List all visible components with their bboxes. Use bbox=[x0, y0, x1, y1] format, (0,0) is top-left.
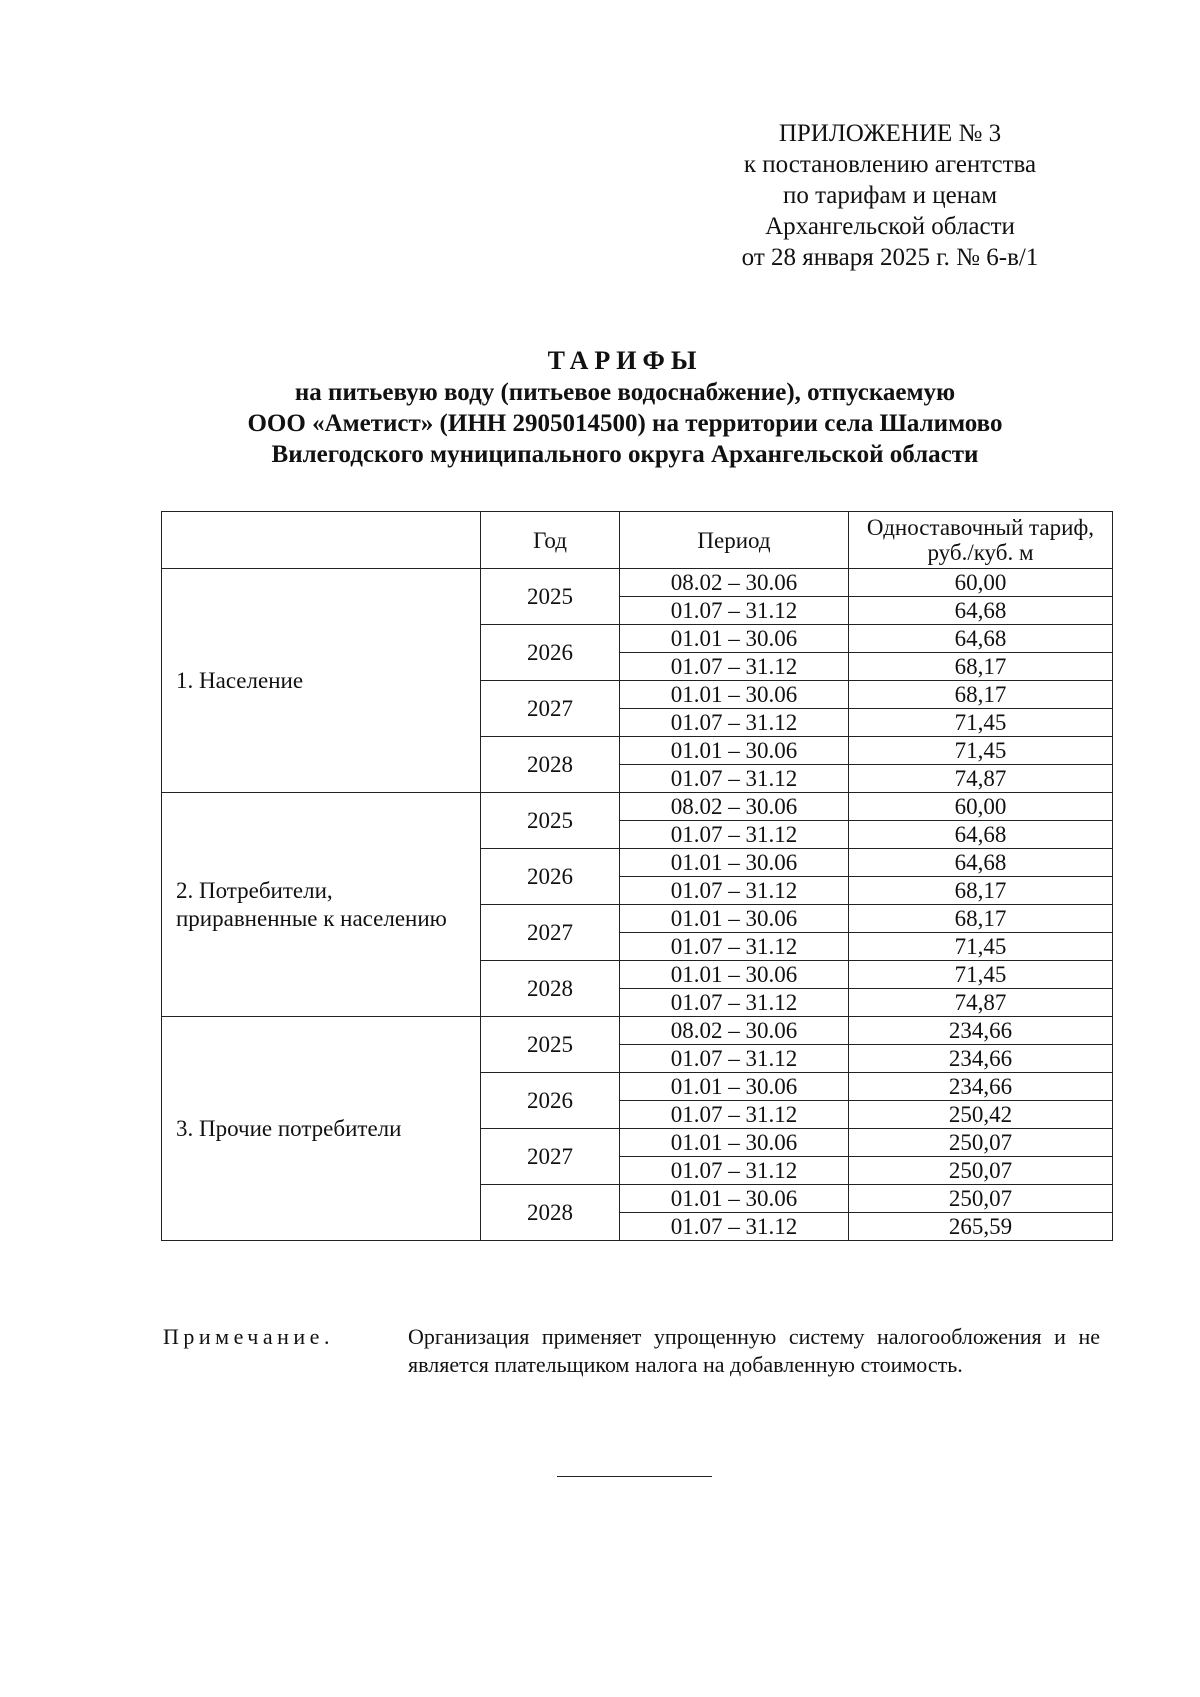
heading-line: Вилегодского муниципального округа Архангельской области bbox=[271, 441, 979, 468]
tariff-cell: 71,45 bbox=[849, 933, 1113, 961]
table-row bbox=[162, 793, 1113, 821]
year-cell: 2028 bbox=[481, 737, 620, 793]
period-cell: 01.07 – 31.12 bbox=[620, 1157, 849, 1185]
period-cell: 01.07 – 31.12 bbox=[620, 1101, 849, 1129]
consumer-group-label: 1. Население bbox=[176, 667, 304, 693]
heading-line: ООО «Аметист» (ИНН 2905014500) на территории села Шалимово bbox=[247, 410, 1003, 437]
year-cell: 2026 bbox=[481, 849, 620, 905]
tariff-cell: 250,07 bbox=[849, 1185, 1113, 1213]
tariff-cell: 64,68 bbox=[849, 625, 1113, 653]
tariff-table bbox=[161, 511, 1113, 1241]
tariff-cell: 250,07 bbox=[849, 1129, 1113, 1157]
period-cell: 01.07 – 31.12 bbox=[620, 989, 849, 1017]
period-cell: 01.07 – 31.12 bbox=[620, 1213, 849, 1241]
appendix-line: к постановлению агентства bbox=[743, 151, 1037, 178]
tariff-cell: 250,42 bbox=[849, 1101, 1113, 1129]
closing-divider bbox=[557, 1476, 712, 1477]
table-row bbox=[162, 569, 1113, 597]
period-cell: 01.07 – 31.12 bbox=[620, 933, 849, 961]
year-cell: 2025 bbox=[481, 1017, 620, 1073]
period-cell: 01.01 – 30.06 bbox=[620, 625, 849, 653]
tariff-cell: 71,45 bbox=[849, 709, 1113, 737]
year-cell: 2026 bbox=[481, 1073, 620, 1129]
period-cell: 01.07 – 31.12 bbox=[620, 877, 849, 905]
header-year: Год bbox=[481, 512, 620, 569]
document-heading bbox=[150, 345, 1100, 470]
tariff-cell: 71,45 bbox=[849, 961, 1113, 989]
consumer-group-label: 2. Потребители, bbox=[176, 877, 333, 903]
appendix-line: Архангельской области bbox=[765, 213, 1015, 240]
tariff-cell: 68,17 bbox=[849, 905, 1113, 933]
year-cell: 2027 bbox=[481, 1129, 620, 1185]
period-cell: 01.01 – 30.06 bbox=[620, 1129, 849, 1157]
table-header-row bbox=[162, 512, 1113, 569]
period-cell: 01.01 – 30.06 bbox=[620, 961, 849, 989]
tariff-cell: 64,68 bbox=[849, 849, 1113, 877]
header-tariff-line: Одноставочный тариф, bbox=[866, 515, 1095, 540]
tariff-cell: 234,66 bbox=[849, 1045, 1113, 1073]
period-cell: 01.07 – 31.12 bbox=[620, 597, 849, 625]
tariff-cell: 265,59 bbox=[849, 1213, 1113, 1241]
tariff-cell: 74,87 bbox=[849, 989, 1113, 1017]
appendix-number: ПРИЛОЖЕНИЕ № 3 bbox=[778, 120, 1002, 147]
period-cell: 01.07 – 31.12 bbox=[620, 1045, 849, 1073]
tariff-table-body bbox=[162, 569, 1113, 1241]
period-cell: 01.01 – 30.06 bbox=[620, 681, 849, 709]
year-cell: 2027 bbox=[481, 905, 620, 961]
tariff-cell: 68,17 bbox=[849, 877, 1113, 905]
tariff-cell: 74,87 bbox=[849, 765, 1113, 793]
period-cell: 01.07 – 31.12 bbox=[620, 653, 849, 681]
tariff-cell: 68,17 bbox=[849, 653, 1113, 681]
period-cell: 01.07 – 31.12 bbox=[620, 821, 849, 849]
appendix-block bbox=[680, 118, 1100, 273]
year-cell: 2025 bbox=[481, 793, 620, 849]
period-cell: 08.02 – 30.06 bbox=[620, 569, 849, 597]
header-period: Период bbox=[620, 512, 849, 569]
period-cell: 01.01 – 30.06 bbox=[620, 737, 849, 765]
tariff-cell: 64,68 bbox=[849, 821, 1113, 849]
heading-line: на питьевую воду (питьевое водоснабжение), отпускаемую bbox=[294, 379, 956, 406]
period-cell: 08.02 – 30.06 bbox=[620, 1017, 849, 1045]
tariff-cell: 60,00 bbox=[849, 569, 1113, 597]
document-title: ТАРИФЫ bbox=[547, 346, 703, 375]
table-row bbox=[162, 1017, 1113, 1045]
consumer-group-cell bbox=[162, 793, 481, 1017]
consumer-group-label: приравненные к населению bbox=[176, 905, 447, 931]
period-cell: 01.01 – 30.06 bbox=[620, 1185, 849, 1213]
appendix-date-number: от 28 января 2025 г. № 6-в/1 bbox=[741, 244, 1039, 271]
tariff-cell: 71,45 bbox=[849, 737, 1113, 765]
header-tariff-unit: руб./куб. м bbox=[927, 540, 1034, 565]
period-cell: 01.01 – 30.06 bbox=[620, 1073, 849, 1101]
year-cell: 2027 bbox=[481, 681, 620, 737]
year-cell: 2028 bbox=[481, 961, 620, 1017]
year-cell: 2025 bbox=[481, 569, 620, 625]
note-text: Организация применяет упрощенную систему налогообложения и не является плательщиком налога на добавленную стоимость. bbox=[408, 1324, 1100, 1377]
period-cell: 01.07 – 31.12 bbox=[620, 709, 849, 737]
tariff-cell: 234,66 bbox=[849, 1073, 1113, 1101]
tariff-cell: 60,00 bbox=[849, 793, 1113, 821]
tariff-cell: 234,66 bbox=[849, 1017, 1113, 1045]
note-label: Примечание. bbox=[163, 1324, 334, 1349]
consumer-group-cell bbox=[162, 1017, 481, 1241]
period-cell: 08.02 – 30.06 bbox=[620, 793, 849, 821]
period-cell: 01.07 – 31.12 bbox=[620, 765, 849, 793]
tariff-cell: 250,07 bbox=[849, 1157, 1113, 1185]
tariff-cell: 68,17 bbox=[849, 681, 1113, 709]
year-cell: 2026 bbox=[481, 625, 620, 681]
appendix-line: по тарифам и ценам bbox=[782, 182, 998, 209]
consumer-group-cell bbox=[162, 569, 481, 793]
period-cell: 01.01 – 30.06 bbox=[620, 905, 849, 933]
header-tariff bbox=[849, 512, 1113, 569]
header-group bbox=[162, 512, 481, 569]
year-cell: 2028 bbox=[481, 1185, 620, 1241]
tariff-cell: 64,68 bbox=[849, 597, 1113, 625]
period-cell: 01.01 – 30.06 bbox=[620, 849, 849, 877]
consumer-group-label: 3. Прочие потребители bbox=[176, 1115, 402, 1141]
